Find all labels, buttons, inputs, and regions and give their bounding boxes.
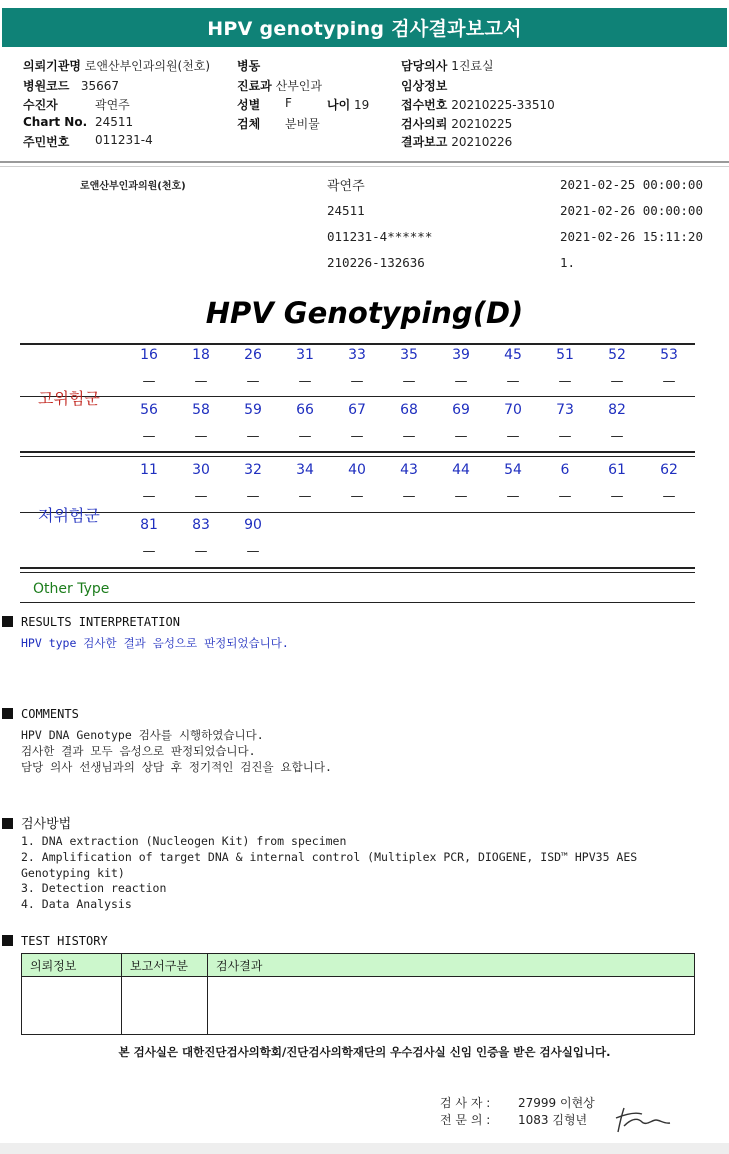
grid-line [20, 343, 695, 345]
certification-text: 본 검사실은 대한진단검사의학회/진단검사의학재단의 우수검사실 신임 인증을 받은 검사실입니다. [118, 1045, 611, 1059]
clinical-field: 임상정보 [401, 79, 448, 93]
genotype-result: — [662, 489, 676, 504]
low-risk-label: 저위험군 [38, 506, 100, 525]
handwritten-signature [612, 1104, 674, 1134]
genotype-result: — [194, 374, 208, 389]
genotype-result: — [142, 544, 156, 559]
genotype-number: 68 [400, 402, 418, 418]
genotype-result: — [402, 374, 416, 389]
sub-page: 1. [560, 255, 576, 270]
square-bullet-icon [2, 708, 13, 719]
genotype-result: — [298, 429, 312, 444]
chart-no-field: Chart No. 24511 [23, 115, 134, 129]
genotype-number: 31 [296, 347, 314, 363]
hospital-code-field: 병원코드 35667 [23, 79, 120, 93]
comments-heading: COMMENTS [2, 707, 79, 721]
sex-field: 성별 F [237, 96, 292, 112]
genotype-number: 67 [348, 402, 366, 418]
grid-line [20, 396, 695, 397]
method-line: 4. Data Analysis [21, 897, 132, 911]
institution-field: 의뢰기관명 로앤산부인과의원(천호) [23, 59, 211, 73]
table-cell [122, 977, 208, 1035]
age-field: 나이 19 [327, 98, 370, 112]
method-line: 1. DNA extraction (Nucleogen Kit) from specimen [21, 834, 347, 848]
genotype-number: 58 [192, 402, 210, 418]
genotype-result: — [350, 429, 364, 444]
genotype-number: 18 [192, 347, 210, 363]
genotype-number: 83 [192, 517, 210, 533]
genotype-number: 90 [244, 517, 262, 533]
report-title: HPV genotyping 검사결과보고서 [207, 18, 522, 40]
genotype-result: — [246, 544, 260, 559]
square-bullet-icon [2, 818, 13, 829]
history-col-report-type: 보고서구분 [122, 954, 208, 977]
method-line: 2. Amplification of target DNA & internal control (Multiplex PCR, DIOGENE, ISD™ HPV35 AES [21, 850, 638, 864]
genotype-result: — [454, 489, 468, 504]
sub-institution: 로앤산부인과의원(천호) [80, 181, 186, 192]
sub-rrn: 011231-4****** [327, 229, 433, 244]
genotype-result: — [350, 489, 364, 504]
genotype-number: 32 [244, 462, 262, 478]
genotype-number: 73 [556, 402, 574, 418]
genotype-result: — [558, 429, 572, 444]
specialist-name: 1083 김형년 [518, 1113, 588, 1127]
genotype-number: 69 [452, 402, 470, 418]
table-cell [208, 977, 695, 1035]
request-field: 검사의뢰 20210225 [401, 117, 513, 131]
genotype-result: — [506, 374, 520, 389]
dept-field: 진료과 산부인과 [237, 79, 322, 93]
sub-date3: 2021-02-26 15:11:20 [560, 229, 703, 244]
history-table [21, 953, 695, 1035]
genotype-result: — [610, 374, 624, 389]
receipt-field: 접수번호 20210225-33510 [401, 98, 555, 112]
genotype-result: — [194, 544, 208, 559]
history-heading: TEST HISTORY [2, 934, 108, 948]
genotype-result: — [454, 374, 468, 389]
genotyping-title: HPV Genotyping(D) [205, 296, 524, 330]
grid-line [20, 567, 695, 569]
tester-label: 검 사 자 : [440, 1096, 491, 1110]
specimen-field: 검체 분비물 [237, 117, 320, 131]
genotype-result: — [558, 489, 572, 504]
sub-code: 210226-132636 [327, 255, 425, 270]
genotype-number: 61 [608, 462, 626, 478]
genotype-number: 70 [504, 402, 522, 418]
square-bullet-icon [2, 935, 13, 946]
grid-line [20, 512, 695, 513]
square-bullet-icon [2, 616, 13, 627]
rrn-field: 주민번호 011231-4 [23, 133, 153, 149]
sub-date2: 2021-02-26 00:00:00 [560, 203, 703, 218]
genotype-number: 44 [452, 462, 470, 478]
other-type-label: Other Type [33, 581, 110, 597]
genotype-result: — [506, 489, 520, 504]
genotype-result: — [402, 429, 416, 444]
genotype-number: 45 [504, 347, 522, 363]
genotype-result: — [246, 374, 260, 389]
genotype-result: — [350, 374, 364, 389]
sub-chart: 24511 [327, 203, 365, 218]
sub-date1: 2021-02-25 00:00:00 [560, 177, 703, 192]
genotype-number: 59 [244, 402, 262, 418]
genotype-result: — [610, 489, 624, 504]
grid-line [20, 572, 695, 573]
genotype-number: 56 [140, 402, 158, 418]
genotype-result: — [246, 489, 260, 504]
genotype-number: 51 [556, 347, 574, 363]
genotype-number: 52 [608, 347, 626, 363]
report-title-bar [2, 8, 727, 47]
genotype-result: — [194, 429, 208, 444]
results-text: HPV type 검사한 결과 음성으로 판정되었습니다. [21, 636, 289, 650]
ward-field: 병동 [237, 59, 261, 73]
grid-line [20, 602, 695, 603]
genotype-number: 6 [560, 462, 570, 478]
genotype-number: 82 [608, 402, 626, 418]
genotype-result: — [454, 429, 468, 444]
history-col-request: 의뢰정보 [22, 954, 122, 977]
grid-line [20, 456, 695, 457]
recipient-field: 수진자 곽연주 [23, 98, 130, 112]
genotype-result: — [558, 374, 572, 389]
history-col-result: 검사결과 [208, 954, 695, 977]
genotype-number: 62 [660, 462, 678, 478]
genotype-result: — [298, 489, 312, 504]
genotype-number: 16 [140, 347, 158, 363]
genotype-number: 43 [400, 462, 418, 478]
genotype-result: — [298, 374, 312, 389]
genotype-number: 33 [348, 347, 366, 363]
genotype-number: 53 [660, 347, 678, 363]
genotype-number: 66 [296, 402, 314, 418]
genotype-number: 54 [504, 462, 522, 478]
method-line: Genotyping kit) [21, 866, 125, 880]
genotype-result: — [194, 489, 208, 504]
genotype-number: 30 [192, 462, 210, 478]
doctor-field: 담당의사 1진료실 [401, 59, 494, 73]
genotype-result: — [610, 429, 624, 444]
specialist-label: 전 문 의 : [440, 1113, 491, 1127]
method-heading: 검사방법 [2, 813, 71, 832]
genotype-number: 34 [296, 462, 314, 478]
report-date-field: 결과보고 20210226 [401, 135, 513, 149]
grid-line [20, 451, 695, 453]
bottom-bar [0, 1143, 729, 1154]
results-heading: RESULTS INTERPRETATION [2, 615, 180, 629]
method-line: 3. Detection reaction [21, 881, 167, 895]
genotype-number: 39 [452, 347, 470, 363]
genotype-number: 11 [140, 462, 158, 478]
genotype-result: — [402, 489, 416, 504]
divider [0, 161, 729, 163]
genotype-result: — [142, 374, 156, 389]
genotype-number: 26 [244, 347, 262, 363]
genotype-result: — [142, 489, 156, 504]
genotype-result: — [506, 429, 520, 444]
table-row [22, 977, 695, 1035]
genotype-number: 81 [140, 517, 158, 533]
genotype-result: — [246, 429, 260, 444]
table-cell [22, 977, 122, 1035]
comment-line: 담당 의사 선생님과의 상담 후 정기적인 검진을 요합니다. [21, 760, 332, 774]
high-risk-label: 고위험군 [38, 389, 100, 408]
tester-name: 27999 이현상 [518, 1096, 595, 1110]
sub-name: 곽연주 [327, 179, 365, 194]
divider [0, 166, 729, 167]
comment-line: HPV DNA Genotype 검사를 시행하였습니다. [21, 728, 264, 742]
genotype-result: — [662, 374, 676, 389]
comment-line: 검사한 결과 모두 음성으로 판정되었습니다. [21, 744, 256, 758]
genotype-number: 35 [400, 347, 418, 363]
genotype-number: 40 [348, 462, 366, 478]
genotype-result: — [142, 429, 156, 444]
